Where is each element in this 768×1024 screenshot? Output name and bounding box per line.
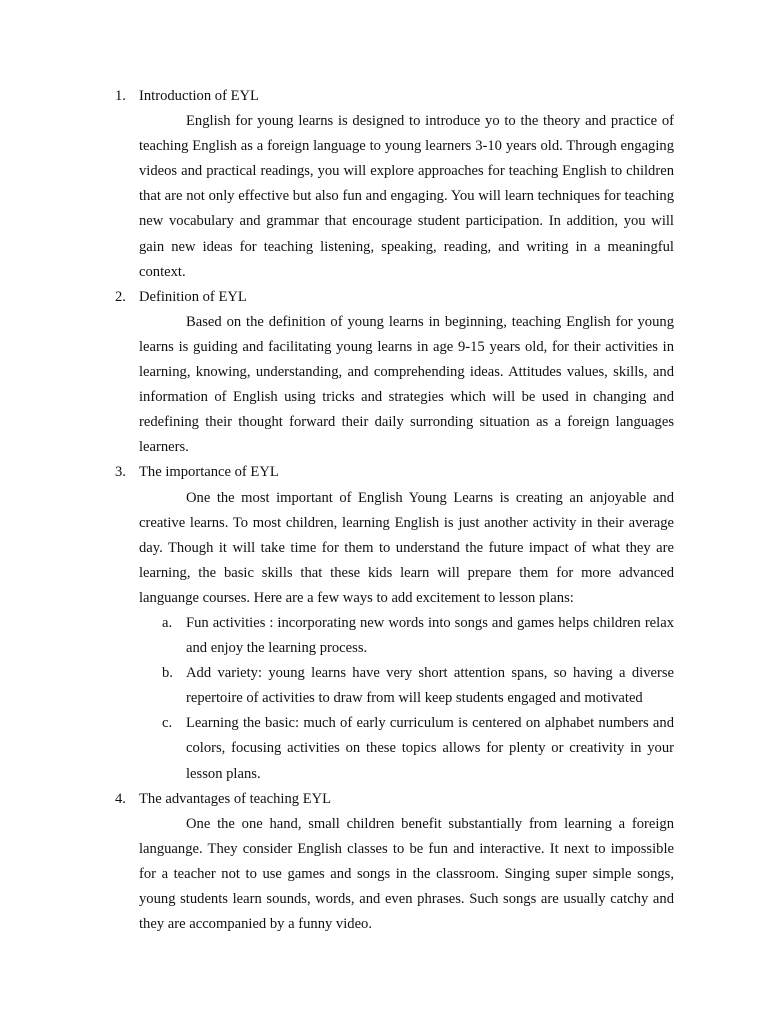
list-item-text: Learning the basic: much of early curriculum is centered on alphabet numbers and colors, focusing activities on these topics allows for plenty or creativity in your lesson plans. <box>186 715 674 782</box>
section-title: The advantages of teaching EYL <box>139 790 332 807</box>
section-heading <box>115 84 768 109</box>
section-number: 1. <box>115 88 126 104</box>
section-importance <box>0 460 768 786</box>
document-page <box>0 84 768 937</box>
section-heading <box>115 460 768 485</box>
section-paragraph: One the most important of English Young Learns is creating an anjoyable and creative learns. To most children, learning English is just another activity in their average day. Though it will take time for them to understand the future impact of what they are learning, the basic skills that these kids learn will prepare them for more advanced languange courses. Here are a few ways to add excitement to lesson plans: <box>139 489 674 606</box>
section-advantages <box>0 787 768 938</box>
section-number: 4. <box>115 790 126 807</box>
list-item <box>162 661 674 711</box>
section-title: Definition of EYL <box>139 288 247 305</box>
list-item <box>162 611 674 661</box>
section-paragraph: One the one hand, small children benefit substantially from learning a foreign languange. They consider English classes to be fun and interactive. It next to impossible for a teacher not to use games and songs in the classroom. Singing super simple songs, young students learn sounds, words, and even phrases. Such songs are usually catchy and they are accompanied by a funny video. <box>139 815 674 933</box>
section-heading <box>115 787 768 812</box>
section-number: 2. <box>115 288 126 305</box>
importance-list <box>0 611 768 787</box>
list-marker: b. <box>162 665 173 682</box>
section-introduction <box>0 84 768 285</box>
section-title: The importance of EYL <box>139 464 279 481</box>
list-item-text: Add variety: young learns have very short attention spans, so having a diverse repertoire of activities to draw from will keep students engaged and motivated <box>186 665 674 707</box>
section-heading <box>115 285 768 310</box>
section-number: 3. <box>115 464 126 481</box>
section-title: Introduction of EYL <box>139 88 259 104</box>
list-item <box>162 711 674 786</box>
section-paragraph: English for young learns is designed to introduce yo to the theory and practice of teaching English as a foreign language to young learners 3-10 years old. Through engaging videos and practical readings, you will explore approaches for teaching English to children that are not only effective but also fun and engaging. You will learn techniques for teaching new vocabulary and grammar that encourage student participation. In addition, you will gain new ideas for teaching listening, speaking, reading, and writing in a meaningful context. <box>139 113 674 280</box>
list-marker: a. <box>162 614 173 631</box>
section-definition <box>0 285 768 461</box>
section-paragraph: Based on the definition of young learns in beginning, teaching English for young learns is guiding and facilitating young learns in age 9-15 years old, for their activities in learning, knowing, understanding, and comprehending ideas. Attitudes values, skills, and information of English using tricks and strategies which will be used in changing and redefining their thought forward their daily surronding situation as a foreign languages learners. <box>139 313 674 456</box>
list-marker: c. <box>162 715 173 732</box>
list-item-text: Fun activities : incorporating new words into songs and games helps children relax and enjoy the learning process. <box>186 614 674 657</box>
